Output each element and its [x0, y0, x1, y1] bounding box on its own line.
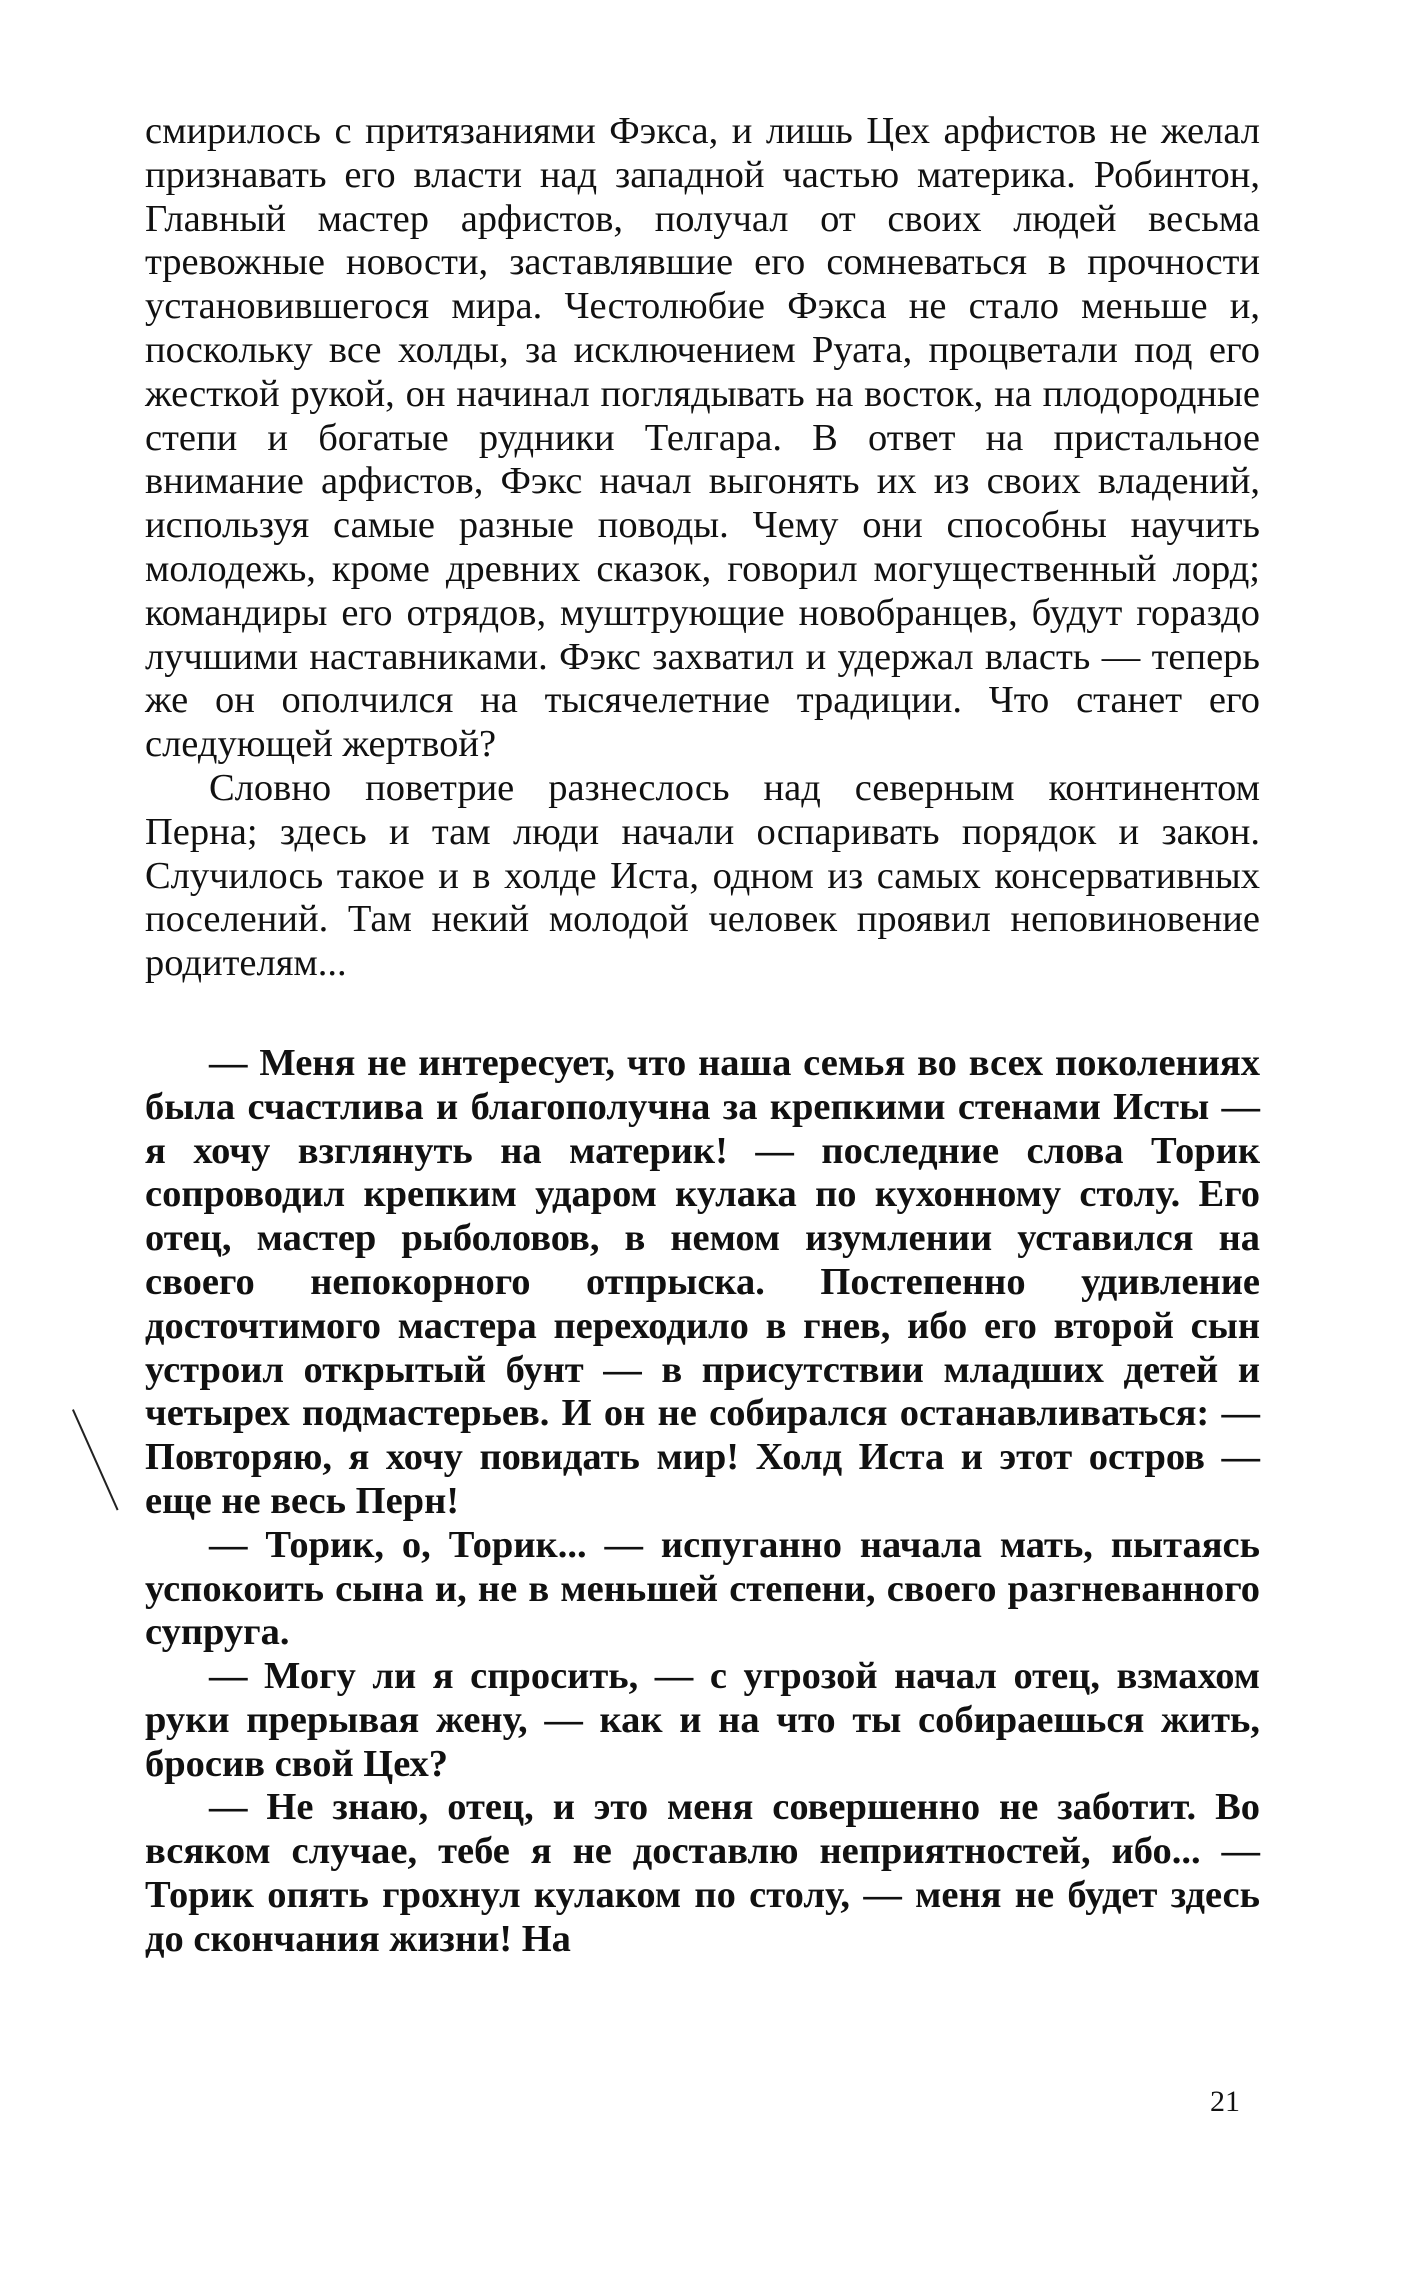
paragraph-1: смирилось с притязаниями Фэкса, и лишь Цех арфистов не желал признавать его власти над западной частью материка. Робинтон, Главный мастер арфистов, получал от своих людей весьма тревожные новости, заставлявшие его сомневаться в прочности установившегося мира. Честолюбие Фэкса не стало меньше и, поскольку все холды, за исключением Руата, процветали под его жесткой рукой, он начинал поглядывать на восток, на плодородные степи и богатые рудники Телгара. В ответ на пристальное внимание арфистов, Фэкс начал выгонять их из своих владений, используя самые разные поводы. Чему они способны научить молодежь, кроме древних сказок, говорил могущественный лорд; командиры его отрядов, муштрующие новобранцев, будут гораздо лучшими наставниками. Фэкс захватил и удержал власть — теперь же он ополчился на тысячелетние традиции. Что станет его следующей жертвой? [145, 110, 1260, 766]
page-number: 21 [1210, 2085, 1240, 2118]
page-body [145, 110, 1260, 1962]
paragraph-4: — Торик, о, Торик... — испуганно начала мать, пытаясь успокоить сына и, не в меньшей степени, своего разгневанного супруга. [145, 1523, 1260, 1654]
paragraph-3: — Меня не интересует, что наша семья во всех поколениях была счастлива и благополучна за крепкими стенами Исты — я хочу взглянуть на материк! — последние слова Торик сопроводил крепким ударом кулака по кухонному столу. Его отец, мастер рыболовов, в немом изумлении уставился на своего непокорного отпрыска. Постепенно удивление досточтимого мастера переходило в гнев, ибо его второй сын устроил открытый бунт — в присутствии младших детей и четырех подмастерьев. И он не собирался останавливаться: — Повторяю, я хочу повидать мир! Холд Иста и этот остров — еще не весь Перн! [145, 1041, 1260, 1522]
paragraph-6: — Не знаю, отец, и это меня совершенно не заботит. Во всяком случае, тебе я не доставлю неприятностей, ибо... — Торик опять грохнул кулаком по столу, — меня не будет здесь до скончания жизни! На [145, 1786, 1260, 1960]
section-break [145, 986, 1260, 1042]
paragraph-5: — Могу ли я спросить, — с угрозой начал отец, взмахом руки прерывая жену, — как и на что ты собираешься жить, бросив свой Цех? [145, 1655, 1260, 1785]
paragraph-2: Словно поветрие разнеслось над северным континентом Перна; здесь и там люди начали оспаривать порядок и закон. Случилось такое и в холде Иста, одном из самых консервативных поселений. Там некий молодой человек проявил неповиновение родителям... [145, 766, 1260, 985]
margin-pen-mark [72, 1409, 119, 1510]
